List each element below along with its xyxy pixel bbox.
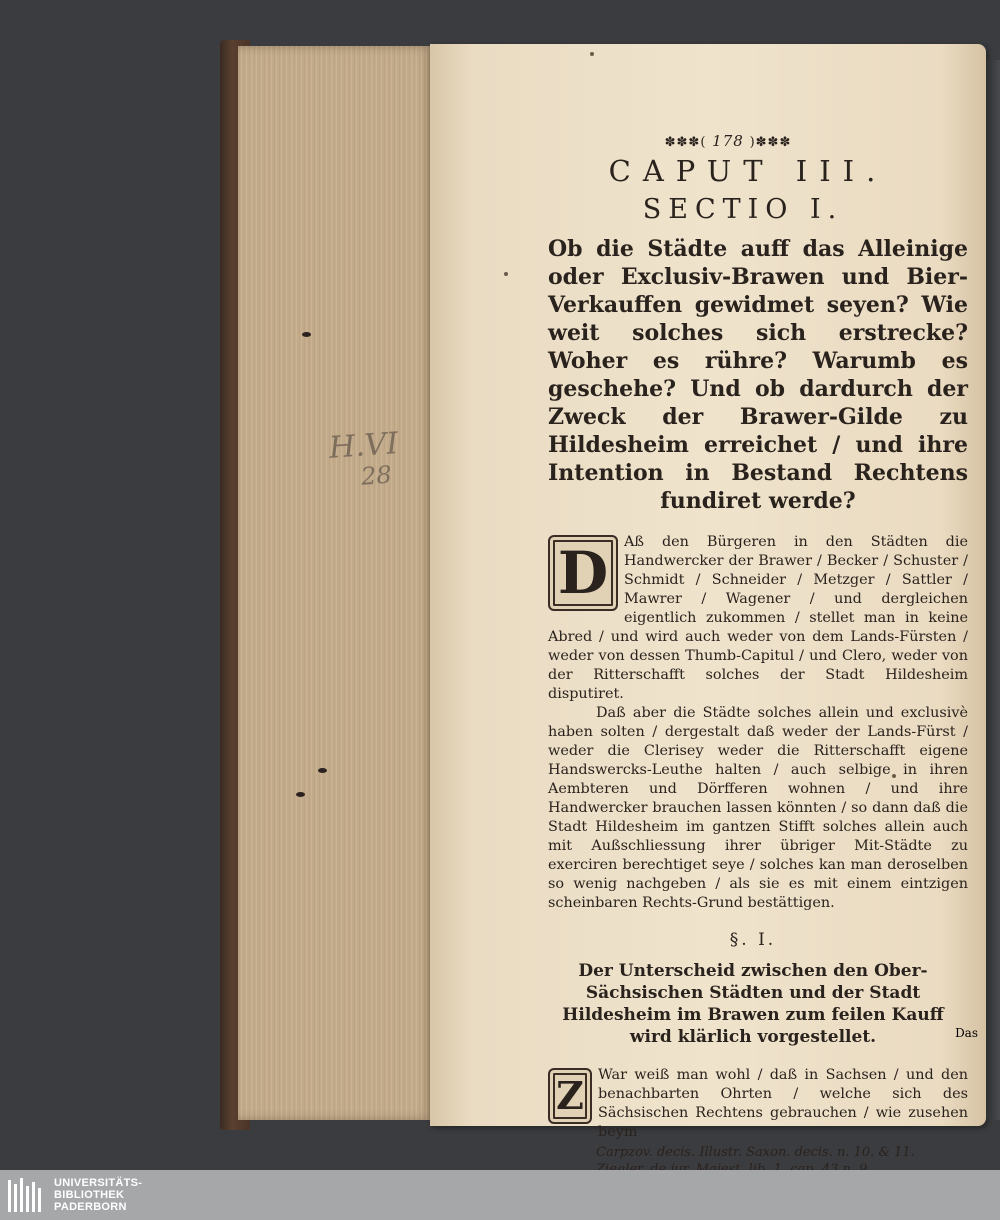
paragraph-1-text: Aß den Bürgeren in den Städten die Handwercker der Brawer / Becker / Schuster / Schmidt / Schneider / Metzger / Sattler / Mawrer / Wagener / und dergleichen eigentlich zukommen / stellet man in keine Abred / und wird auch weder von dem Lands-Fürsten / weder von dessen Thumb-Capitul / und Clero, weder von der Ritterschafft solches der Stadt Hildesheim disputiret.	[548, 534, 968, 702]
page-block-edge	[238, 46, 434, 1120]
next-page-edge	[986, 60, 1000, 1120]
chapter-title: CAPUT III.	[608, 154, 888, 188]
library-name-line-2: BIBLIOTHEK	[54, 1189, 125, 1201]
ornament-left: ✽✽✽(	[664, 135, 707, 150]
section-heading: Ob die Städte auff das Alleinige oder Exclusiv-Brawen und Bier-Verkauffen gewidmet seyen? Wie weit solches sich erstrecke? Woher es rühre? Warumb es geschehe? Und ob dardurch der Zweck der Brawer-Gilde zu Hildesheim erreichet / und ihre Intention in Bestand Rechtens fundiret werde?	[548, 236, 968, 514]
decorated-initial: Z	[548, 1068, 592, 1124]
page-number: 178	[712, 132, 744, 150]
shelfmark-line-1: H.VI	[327, 426, 400, 466]
wormhole-mark	[302, 332, 311, 337]
paragraph-sign: §. I.	[729, 930, 777, 950]
paper-speck	[504, 272, 508, 276]
shelfmark	[328, 426, 442, 494]
text-page	[430, 44, 986, 1160]
page-number-line	[488, 132, 968, 150]
library-name	[54, 1177, 142, 1213]
paragraph-3	[548, 1066, 968, 1142]
wormhole-mark	[296, 792, 305, 797]
section-title: SECTIO I.	[642, 194, 844, 225]
paragraph-3-text: War weiß man wohl / daß in Sachsen / und den benachbarten Ohrten / welche sich des Sächsischen Rechtens gebrauchen / wie zusehen beym	[598, 1067, 968, 1140]
library-footer-bar	[0, 1170, 1000, 1220]
paper-speck	[590, 52, 594, 56]
page-text	[548, 132, 968, 1178]
wormhole-mark	[318, 768, 327, 773]
body-text	[548, 533, 968, 1178]
ornament-right: )✽✽✽	[749, 135, 792, 150]
subsection-heading: Der Unterscheid zwischen den Ober-Sächsischen Städten und der Stadt Hildesheim im Brawen zum feilen Kauff wird klärlich vorgestellet.	[562, 961, 944, 1047]
decorated-initial: D	[548, 535, 618, 611]
catchword: Das	[955, 1026, 978, 1040]
paragraph-2: Daß aber die Städte solches allein und exclusivè haben solten / dergestalt daß weder der Lands-Fürst / weder die Clerisey weder die Ritterschafft eigene Handswercks-Leuthe halten / auch selbige in ihren Aembteren und Dörfferen wohnen / und ihre Handwercker brauchen lassen könnten / so dann daß die Stadt Hildesheim im gantzen Stifft solches allein auch mit Außschliessung ihrer übriger Mit-Städte zu exerciren berechtiget seye / solches kan man deroselben so wenig nachgeben / als sie es mit einem eintzigen scheinbaren Rechts-Grund bestättigen.	[548, 705, 968, 911]
paragraph-1	[548, 533, 968, 704]
library-name-line-1: UNIVERSITÄTS-	[54, 1177, 143, 1189]
library-logo-icon	[6, 1174, 48, 1216]
citation-1: Carpzov. decis. Illustr. Saxon. decis. n. 10. & 11.	[596, 1145, 915, 1160]
library-name-line-3: PADERBORN	[54, 1201, 127, 1213]
shelfmark-line-2: 28	[360, 460, 393, 491]
